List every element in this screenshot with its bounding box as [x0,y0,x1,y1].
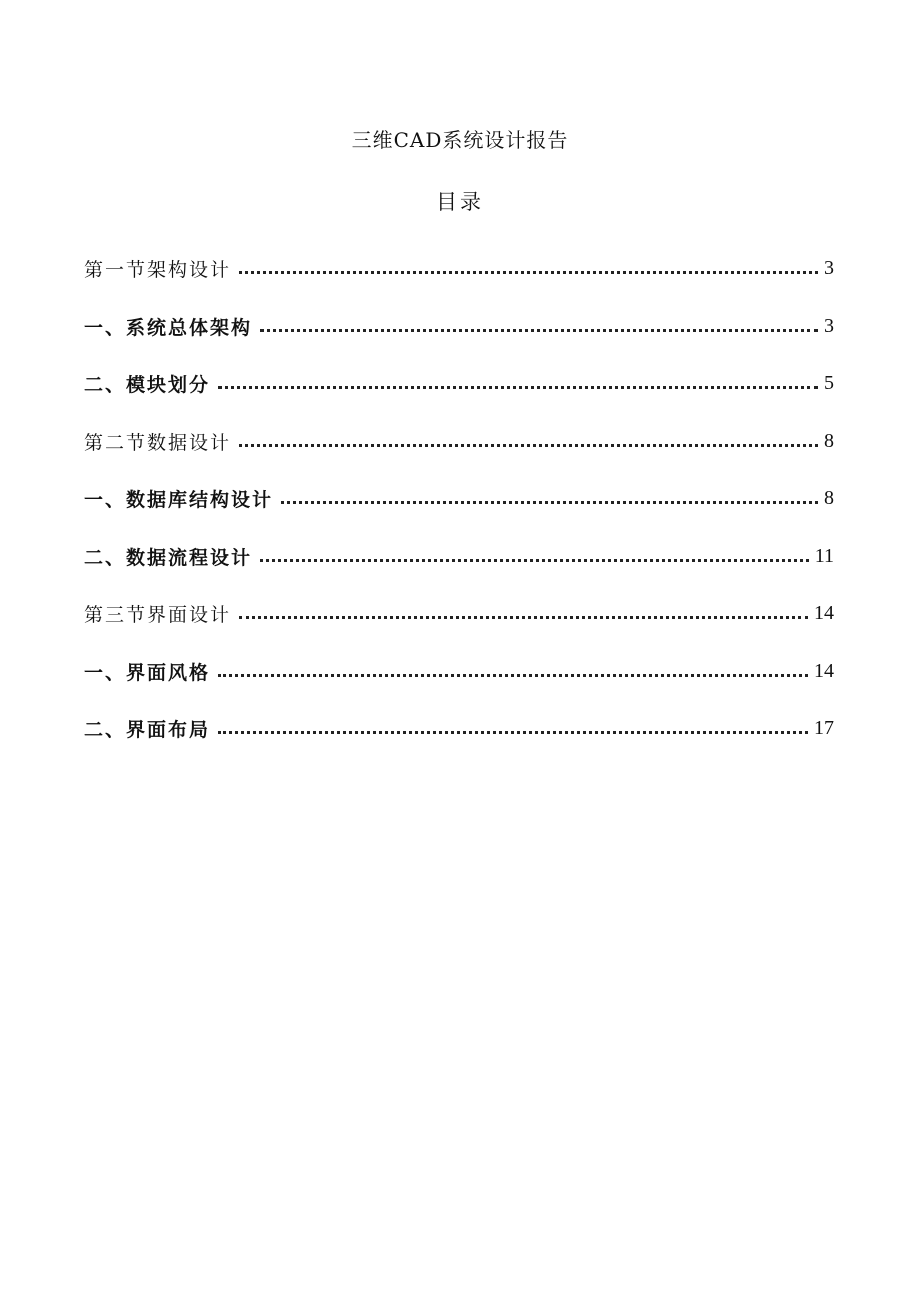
toc-dot-leader [281,501,818,504]
toc-dot-leader [239,616,808,619]
toc-entry-label: 二、界面布局 [84,719,211,742]
toc-entry-interface-layout[interactable] [84,700,834,758]
toc-dot-leader [218,731,808,734]
toc-page-number: 8 [824,487,834,510]
toc-entry-section-2[interactable] [84,413,834,471]
document-title: 三维CAD系统设计报告 [351,128,569,152]
toc-page-number: 3 [824,314,834,337]
toc-entry-overall-architecture[interactable] [84,298,834,356]
toc-dot-leader [239,444,818,447]
toc-entry-label: 一、系统总体架构 [84,316,253,339]
toc-entry-label: 第二节数据设计 [84,431,232,454]
toc-page-number: 5 [824,372,834,395]
toc-entry-section-1[interactable] [84,240,834,298]
toc-dot-leader [218,674,808,677]
toc-entry-label: 二、数据流程设计 [84,546,253,569]
toc-page-number: 11 [814,544,834,567]
toc-dot-leader [239,271,818,274]
toc-entry-database-structure[interactable] [84,470,834,528]
toc-page-number: 14 [814,659,834,682]
toc-entry-data-flow[interactable] [84,528,834,586]
toc-entry-interface-style[interactable] [84,643,834,701]
toc-page-number: 8 [824,429,834,452]
toc-entry-label: 第三节界面设计 [84,604,232,627]
toc-entry-label: 二、模块划分 [84,374,211,397]
toc-page-number: 17 [814,717,834,740]
toc-entry-module-division[interactable] [84,355,834,413]
toc-page-number: 14 [814,602,834,625]
toc-entry-label: 一、数据库结构设计 [84,489,274,512]
toc-dot-leader [218,386,818,389]
table-of-contents [84,240,834,758]
toc-page-number: 3 [824,257,834,280]
toc-dot-leader [260,559,809,562]
toc-heading: 目录 [436,190,484,214]
toc-entry-section-3[interactable] [84,585,834,643]
toc-entry-label: 一、界面风格 [84,661,211,684]
toc-entry-label: 第一节架构设计 [84,259,232,282]
toc-dot-leader [260,329,818,332]
